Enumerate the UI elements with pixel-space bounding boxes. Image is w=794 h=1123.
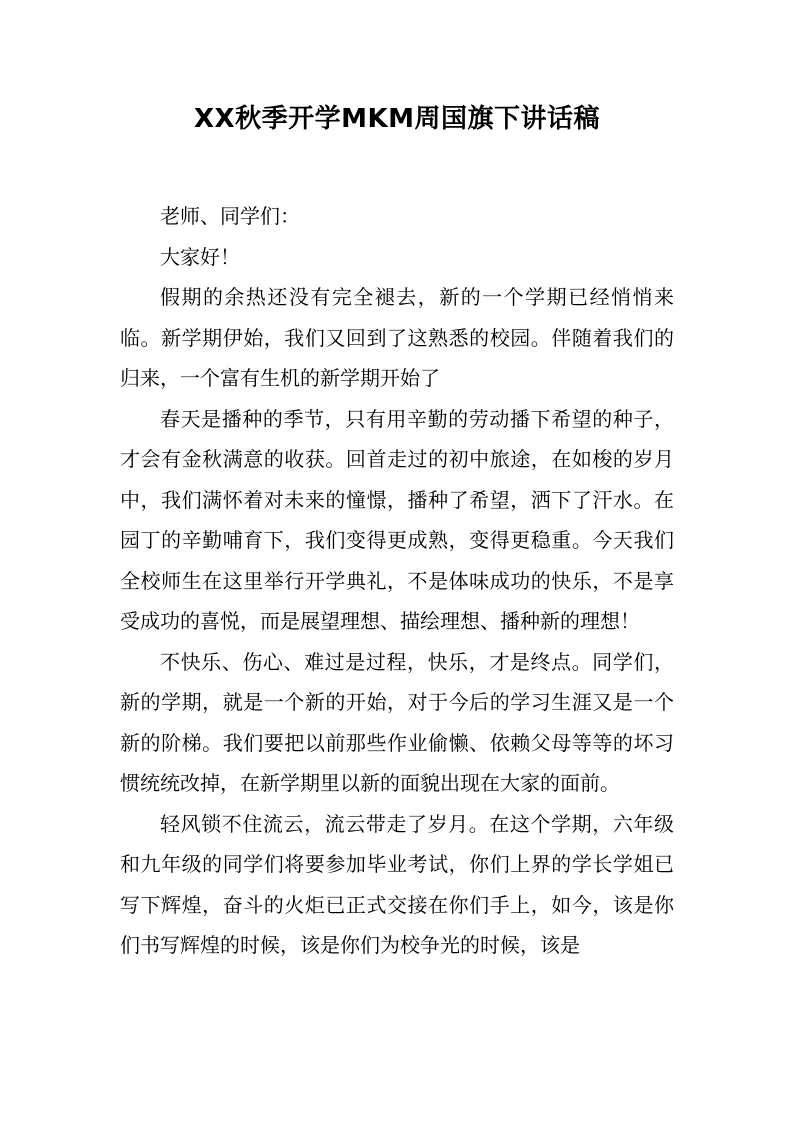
paragraph-3: 不快乐、伤心、难过是过程，快乐，才是终点。同学们，新的学期，就是一个新的开始，对于今后的学习生涯又是一个新的阶梯。我们要把以前那些作业偷懒、依赖父母等等的坏习惯统统改掉，在新学期里以新的面貌出现在大家的面前。 <box>120 649 674 795</box>
paragraph-2: 春天是播种的季节，只有用辛勤的劳动播下希望的种子，才会有金秋满意的收获。回首走过的初中旅途，在如梭的岁月中，我们满怀着对未来的憧憬，播种了希望，洒下了汗水。在园丁的辛勤哺育下，我们变得更成熟，变得更稳重。今天我们全校师生在这里举行开学典礼，不是体味成功的快乐，不是享受成功的喜悦，而是展望理想、描绘理想、播种新的理想！ <box>120 406 674 633</box>
paragraph-4: 轻风锁不住流云，流云带走了岁月。在这个学期，六年级和九年级的同学们将要参加毕业考试，你们上界的学长学姐已写下辉煌，奋斗的火炬已正式交接在你们手上，如今，该是你们书写辉煌的时候，该是你们为校争光的时候，该是 <box>120 811 674 957</box>
document-body <box>120 196 674 966</box>
greeting: 大家好！ <box>160 244 240 269</box>
paragraph-1: 假期的余热还没有完全褪去，新的一个学期已经悄悄来临。新学期伊始，我们又回到了这熟悉的校园。伴随着我们的归来，一个富有生机的新学期开始了 <box>120 285 674 390</box>
salutation: 老师、同学们： <box>160 204 300 228</box>
document-title: XX秋季开学MKM周国旗下讲话稿 <box>194 104 600 134</box>
